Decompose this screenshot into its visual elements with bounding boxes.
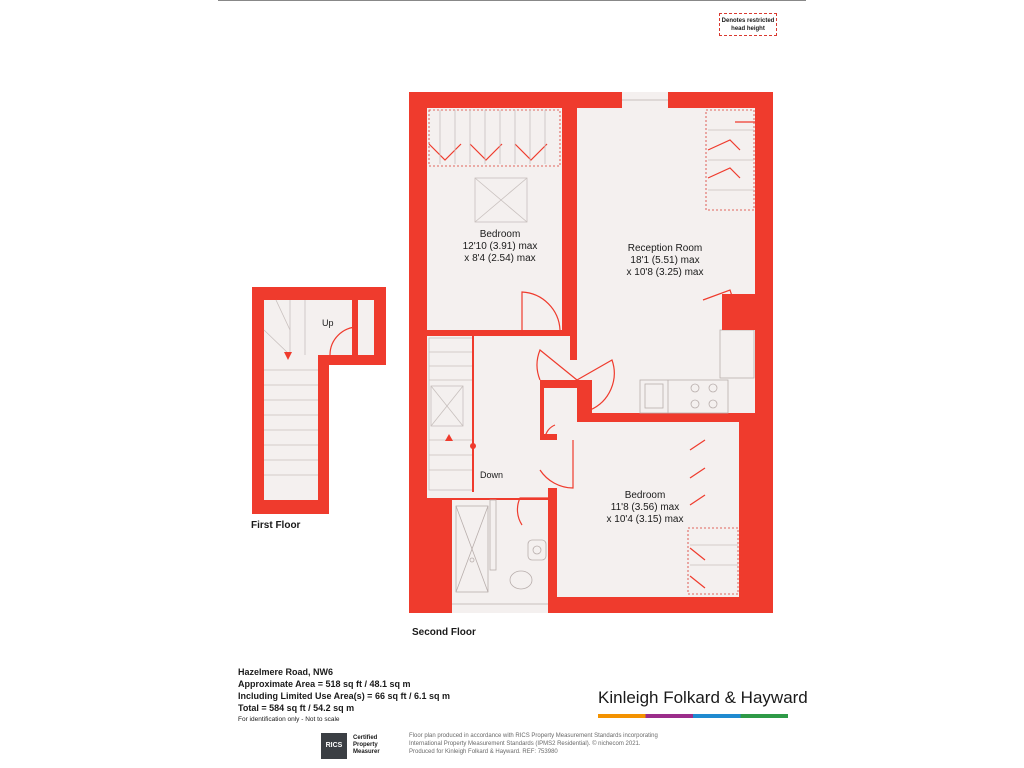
bedroom-2-name: Bedroom	[624, 490, 666, 501]
rics-line-3: Measurer	[353, 749, 380, 755]
stair-up-label: Up	[322, 318, 334, 328]
disclaimer-line-2: International Property Measurement Standards (IPMS2 Residential). © nichecom 2021.	[409, 741, 641, 747]
approximate-area: Approximate Area = 518 sq ft / 48.1 sq m	[238, 679, 411, 689]
second-floor-plan	[409, 92, 773, 613]
bedroom-1-label	[440, 229, 560, 265]
window-bathroom	[452, 597, 548, 613]
first-floor-plan	[252, 287, 386, 514]
identification-note: For identification only - Not to scale	[238, 716, 340, 723]
rics-line-2: Property	[353, 742, 378, 748]
first-floor-title: First Floor	[251, 520, 301, 531]
limited-use-area: Including Limited Use Area(s) = 66 sq ft / 6.1 sq m	[238, 691, 450, 701]
area-info	[238, 666, 450, 726]
bedroom-2-dim-1: 11'8 (3.56) max	[610, 502, 680, 513]
reception-room-dim-2: x 10'8 (3.25) max	[626, 267, 704, 278]
brand-color-bar	[598, 714, 788, 718]
bedroom-1-dim-1: 12'10 (3.91) max	[462, 241, 538, 252]
bedroom-2-label	[585, 490, 705, 526]
address: Hazelmere Road, NW6	[238, 667, 334, 677]
brand-bar-segment	[693, 714, 741, 718]
total-area: Total = 584 sq ft / 54.2 sq m	[238, 703, 355, 713]
stair-down-label: Down	[480, 470, 504, 480]
bedroom-1-floor	[427, 108, 562, 330]
rics-line-1: Certified	[353, 735, 378, 741]
brand-bar-segment	[598, 714, 646, 718]
bedroom-2-dim-2: x 10'4 (3.15) max	[606, 514, 684, 525]
cupboard-floor	[544, 388, 577, 434]
second-floor-title: Second Floor	[412, 627, 476, 638]
disclaimer-line-1: Floor plan produced in accordance with RICS Property Measurement Standards incorporating	[409, 733, 658, 739]
bedroom-1-dim-2: x 8'4 (2.54) max	[464, 253, 536, 264]
legend-line-2: head height	[731, 26, 765, 32]
reception-room-name: Reception Room	[627, 243, 703, 254]
bedroom-1-name: Bedroom	[479, 229, 521, 240]
disclaimer-line-3: Produced for Kinleigh Folkard & Hayward. REF: 753980	[409, 749, 558, 755]
reception-room-dim-1: 18'1 (5.51) max	[630, 255, 700, 266]
first-floor-wall-stub	[352, 300, 358, 360]
disclaimer	[409, 732, 719, 756]
brand-bar-segment	[646, 714, 694, 718]
brand-name: Kinleigh Folkard & Hayward	[598, 688, 808, 707]
brand-bar-segment	[741, 714, 789, 718]
restricted-head-height-legend	[719, 13, 777, 36]
legend-line-1: Denotes restricted	[721, 18, 775, 24]
rics-certified-text	[353, 735, 380, 756]
rics-logo: RICS	[321, 733, 347, 759]
reception-room-label	[600, 243, 730, 279]
